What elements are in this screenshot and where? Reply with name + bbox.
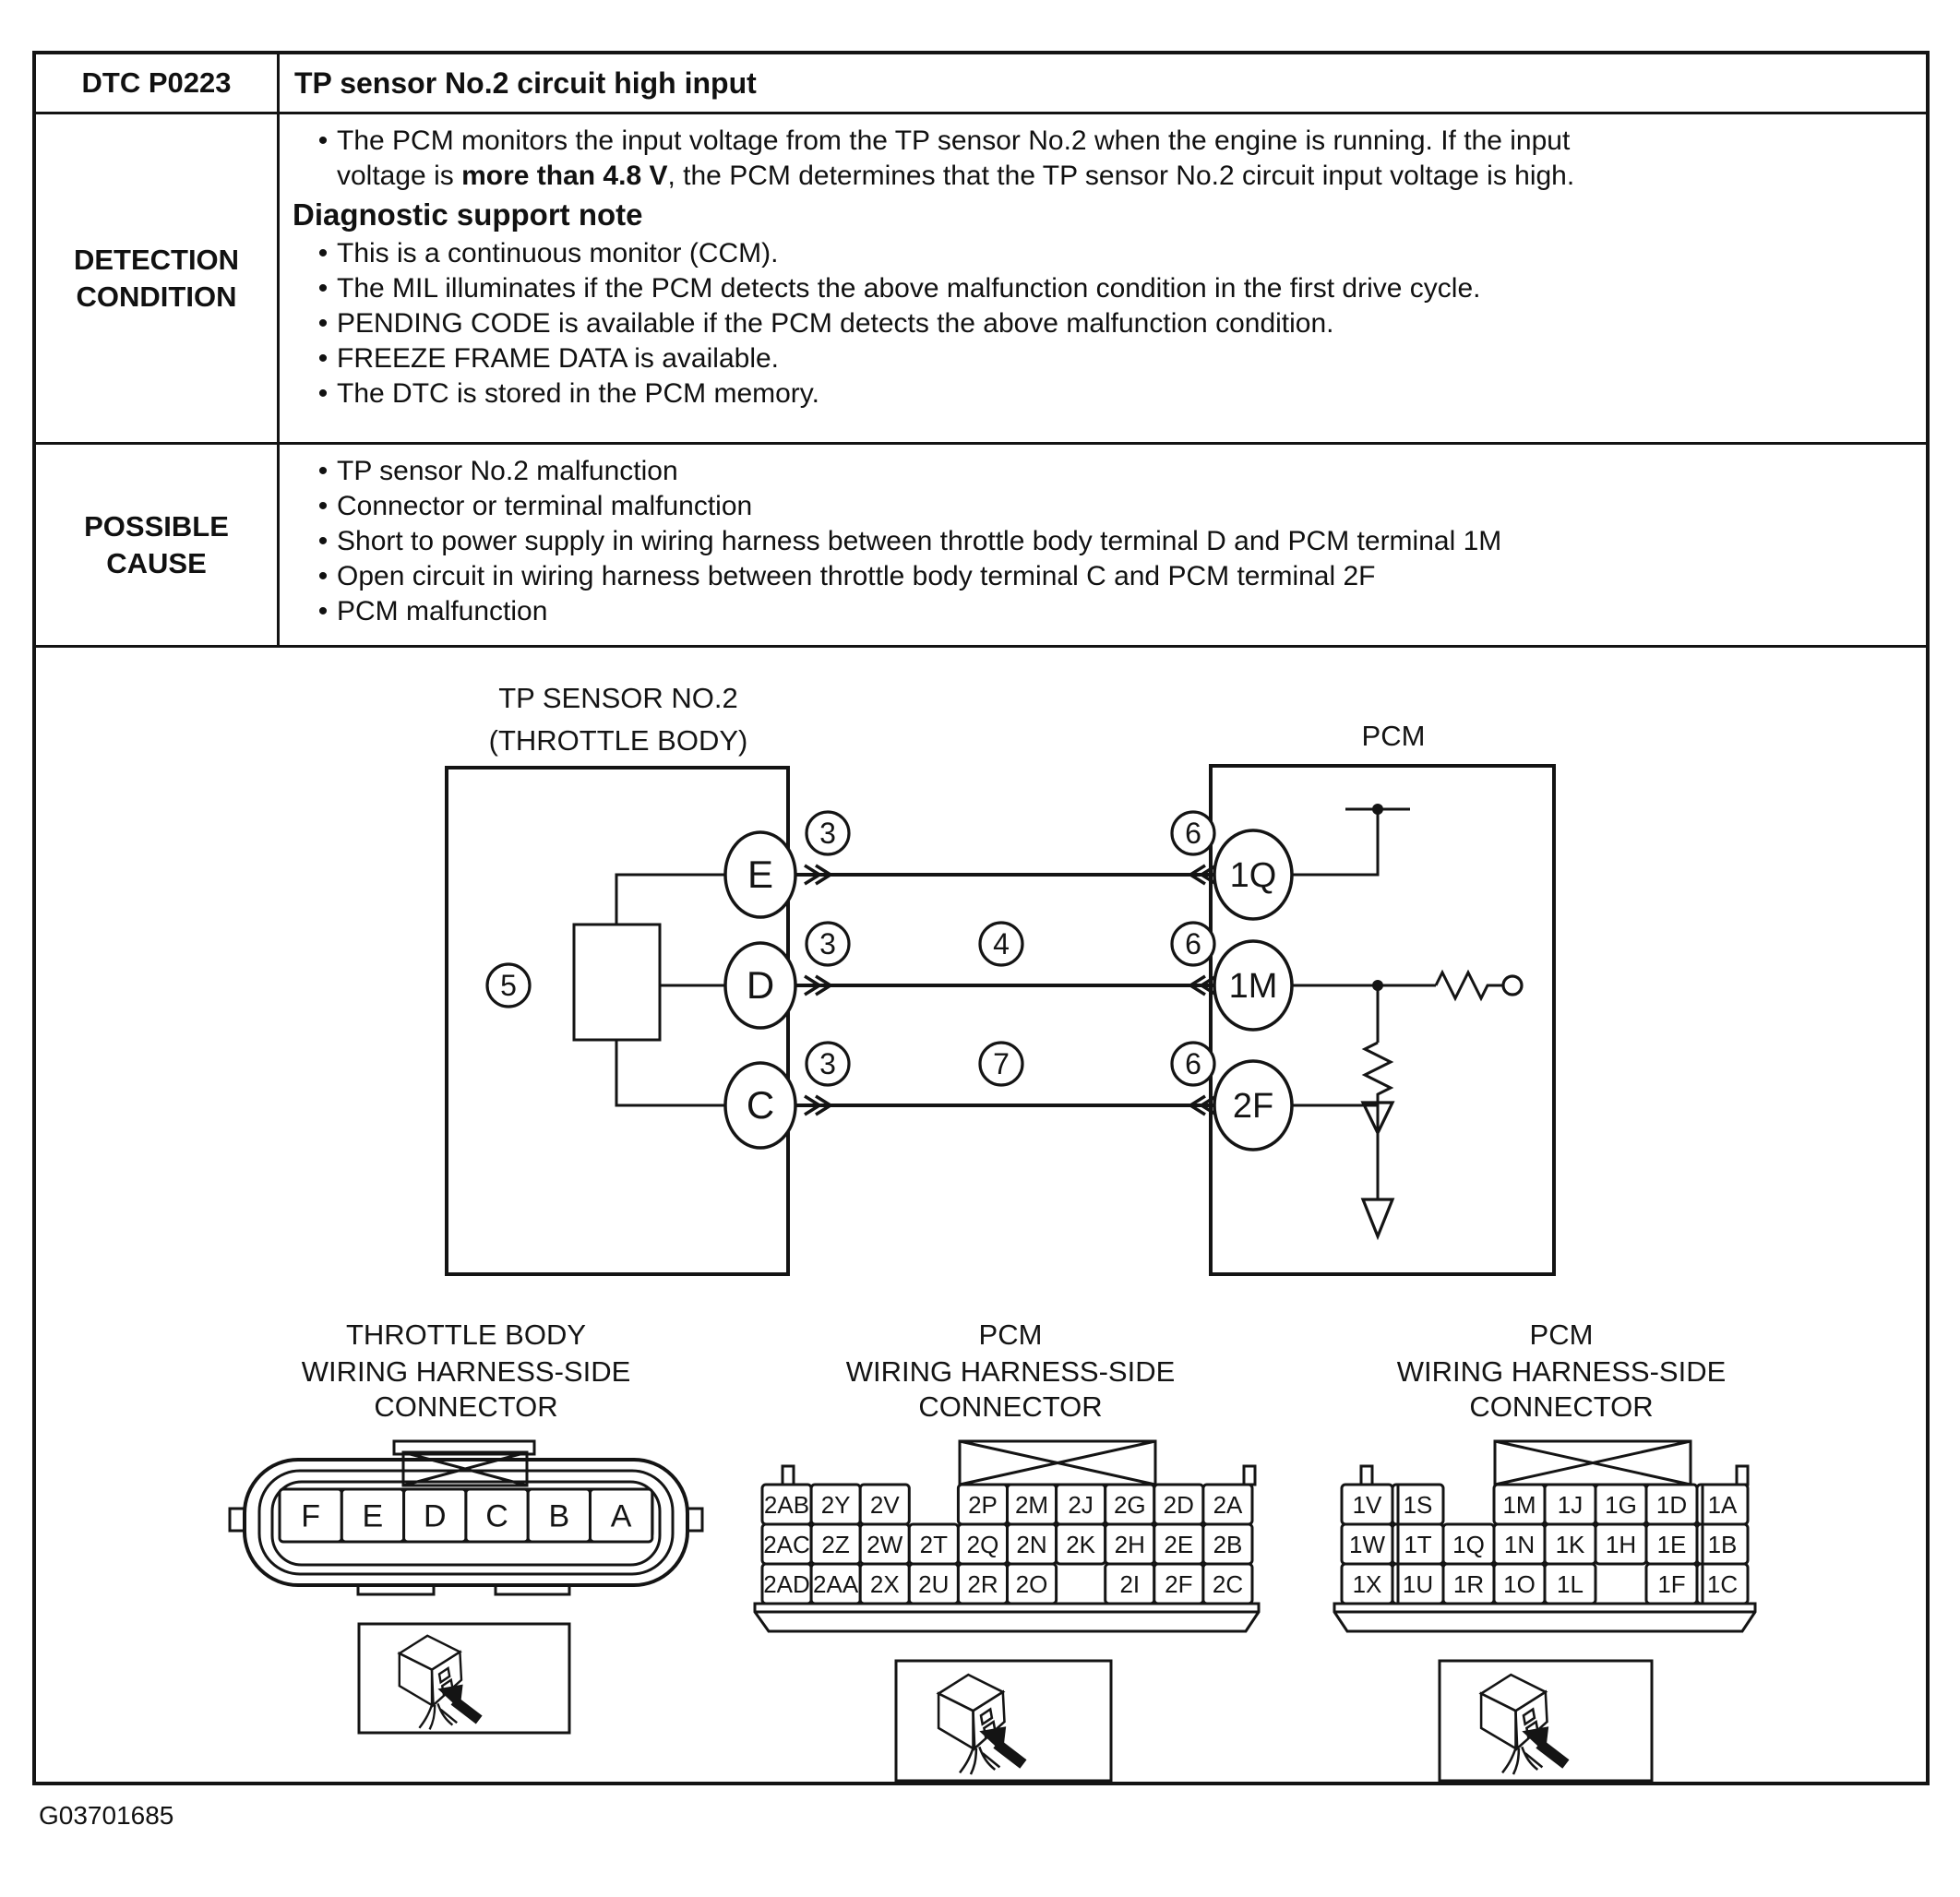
- pcm1-connector-drawing: [1334, 1441, 1755, 1631]
- cause-bullet: • TP sensor No.2 malfunction: [293, 454, 1904, 489]
- label-line: DETECTION: [73, 243, 240, 276]
- marker-3-d: [807, 923, 849, 965]
- marker-6-e: [1172, 812, 1214, 854]
- connector-cell-label: 1T: [1404, 1530, 1432, 1558]
- connector-cell-label: 1A: [1707, 1490, 1738, 1519]
- svg-text:5: 5: [500, 969, 517, 1002]
- connector-cell-label: A: [610, 1498, 632, 1534]
- svg-text:1Q: 1Q: [1229, 856, 1277, 895]
- connector-plug-icon: [1481, 1675, 1566, 1774]
- svg-text:WIRING HARNESS-SIDE: WIRING HARNESS-SIDE: [845, 1355, 1176, 1388]
- connector-cell-label: 1C: [1706, 1569, 1739, 1598]
- connector-cell-label: 2V: [869, 1490, 900, 1519]
- dtc-code: DTC P0223: [36, 54, 280, 112]
- wiring-diagram: [36, 648, 1926, 1784]
- pcm-label: PCM: [1361, 720, 1426, 752]
- tp-sensor-label: TP SENSOR NO.2: [498, 682, 738, 714]
- detection-bullet: • FREEZE FRAME DATA is available.: [293, 341, 1904, 376]
- terminal-d: [725, 943, 795, 1028]
- svg-text:3: 3: [819, 817, 836, 850]
- label-line: POSSIBLE: [84, 509, 229, 543]
- connector-cell-label: 2X: [869, 1569, 900, 1598]
- connector-cell-label: 1M: [1502, 1490, 1536, 1519]
- connector-cell-label: 2D: [1163, 1490, 1194, 1519]
- connector-cell-label: 1X: [1352, 1569, 1382, 1598]
- connector-cell-label: 2U: [918, 1569, 950, 1598]
- cause-bullet: • PCM malfunction: [293, 594, 1904, 629]
- connector-cell-label: 1V: [1352, 1490, 1382, 1519]
- svg-text:E: E: [747, 853, 774, 896]
- pcm-power-net: [1292, 804, 1410, 875]
- connector-cell-label: 2Q: [966, 1530, 999, 1558]
- connector-cell-label: 2Y: [820, 1490, 851, 1519]
- ground-arrow-2: [1363, 1199, 1392, 1236]
- connector-cell-label: F: [301, 1498, 320, 1534]
- connector-cell-label: 2J: [1068, 1490, 1094, 1519]
- connector-cell-label: 2N: [1016, 1530, 1047, 1558]
- svg-text:D: D: [746, 963, 775, 1007]
- pcm2-connector-title: [846, 1318, 1176, 1423]
- terminal-e: [725, 832, 795, 917]
- detection-condition-row: [36, 112, 1926, 442]
- pcm1-terminal-grid: [1342, 1485, 1748, 1604]
- label-line: CONDITION: [76, 280, 237, 313]
- connector-cell-label: 1W: [1349, 1530, 1385, 1558]
- sensor-element: [574, 925, 660, 1040]
- detection-condition-body: [280, 114, 1926, 442]
- connector-cell-label: 1B: [1707, 1530, 1738, 1558]
- connector-cell-label: 1G: [1605, 1490, 1637, 1519]
- possible-cause-row: [36, 442, 1926, 645]
- svg-text:CONNECTOR: CONNECTOR: [1469, 1390, 1654, 1423]
- connector-cell-label: 2AB: [763, 1490, 810, 1519]
- connector-cell-label: D: [424, 1498, 447, 1534]
- wiring-diagram-row: [36, 645, 1926, 1782]
- pcm2-connector-drawing: [755, 1441, 1259, 1631]
- detection-bullet: [293, 124, 1904, 194]
- terminal-2f: [1214, 1061, 1292, 1150]
- figure-code: G03701685: [39, 1801, 174, 1830]
- cause-bullet: • Connector or terminal malfunction: [293, 489, 1904, 524]
- detection-bullet: • The MIL illuminates if the PCM detects the above malfunction condition in the first drive cycle.: [293, 271, 1904, 306]
- connector-cell-label: 1F: [1657, 1569, 1686, 1598]
- bold-threshold: more than 4.8 V: [461, 161, 668, 191]
- pcm-internal-terminal: [1503, 976, 1522, 995]
- pcm-pullup-net: [1292, 972, 1522, 1133]
- terminal-1q: [1214, 830, 1292, 919]
- svg-text:WIRING HARNESS-SIDE: WIRING HARNESS-SIDE: [301, 1355, 631, 1388]
- throttle-connector-title: [302, 1318, 631, 1423]
- possible-cause-label: [36, 445, 280, 645]
- marker-3-e: [807, 812, 849, 854]
- connector-cell-label: 2I: [1119, 1569, 1141, 1598]
- connector-cell-label: 1H: [1605, 1530, 1637, 1558]
- connector-cell-label: 2K: [1066, 1530, 1096, 1558]
- connector-cell-label: E: [362, 1498, 384, 1534]
- connector-cell-label: 2T: [919, 1530, 948, 1558]
- connector-cell-label: 1J: [1557, 1490, 1584, 1519]
- connector-cell-label: 1E: [1656, 1530, 1687, 1558]
- connector-cell-label: 2H: [1114, 1530, 1145, 1558]
- connector-cell-label: 2AD: [763, 1569, 810, 1598]
- connector-cell-label: C: [485, 1498, 508, 1534]
- side-notch-left: [230, 1509, 245, 1531]
- svg-text:CONNECTOR: CONNECTOR: [918, 1390, 1103, 1423]
- svg-text:WIRING HARNESS-SIDE: WIRING HARNESS-SIDE: [1396, 1355, 1727, 1388]
- resistor-horizontal: [1436, 972, 1502, 998]
- connector-cell-label: 2G: [1113, 1490, 1146, 1519]
- marker-6-c: [1172, 1043, 1214, 1085]
- connector-cell-label: 1R: [1452, 1569, 1485, 1598]
- connector-cell-label: 2O: [1015, 1569, 1048, 1598]
- marker-3-c: [807, 1043, 849, 1085]
- connector-plug-icon: [400, 1636, 479, 1730]
- svg-text:6: 6: [1185, 1047, 1201, 1080]
- svg-text:1M: 1M: [1228, 967, 1278, 1006]
- svg-text:4: 4: [993, 927, 1010, 960]
- connector-cell-label: 2W: [866, 1530, 903, 1558]
- dtc-header-row: [36, 54, 1926, 112]
- svg-text:PCM: PCM: [978, 1318, 1043, 1351]
- svg-text:7: 7: [993, 1047, 1010, 1080]
- marker-7-c: [980, 1043, 1022, 1085]
- connector-cell-label: 2C: [1212, 1569, 1244, 1598]
- connector-cell-label: 2E: [1164, 1530, 1194, 1558]
- connector-cell-label: 1O: [1503, 1569, 1536, 1598]
- detection-bullet: • PENDING CODE is available if the PCM detects the above malfunction condition.: [293, 306, 1904, 341]
- dtc-table: [32, 51, 1930, 1785]
- marker-6-d: [1172, 923, 1214, 965]
- diagnostic-note-title: Diagnostic support note: [293, 197, 643, 232]
- detection-bullet: • The DTC is stored in the PCM memory.: [293, 376, 1904, 412]
- connector-cell-label: 1D: [1655, 1490, 1688, 1519]
- label-line: CAUSE: [106, 546, 207, 579]
- possible-cause-body: [280, 445, 1926, 645]
- connector-cell-label: 2P: [968, 1490, 998, 1519]
- side-notch-right: [687, 1509, 702, 1531]
- marker-5-sensor: [487, 964, 530, 1007]
- pcm2-terminal-grid: [762, 1485, 1252, 1604]
- resistor-vertical: [1365, 1043, 1391, 1103]
- connector-cell-label: 2AA: [813, 1569, 859, 1598]
- connector-cell-label: 1U: [1402, 1569, 1434, 1598]
- svg-text:C: C: [746, 1083, 775, 1127]
- tp-sensor-label-2: (THROTTLE BODY): [488, 724, 748, 757]
- connector-cell-label: 2AC: [763, 1530, 810, 1558]
- connector-cell-label: 1L: [1557, 1569, 1584, 1598]
- connector-plug-icon: [938, 1675, 1023, 1774]
- cause-bullet: • Open circuit in wiring harness between throttle body terminal C and PCM terminal 2F: [293, 559, 1904, 594]
- svg-text:3: 3: [819, 1047, 836, 1080]
- svg-text:PCM: PCM: [1529, 1318, 1594, 1351]
- connector-cell-label: 2Z: [821, 1530, 850, 1558]
- svg-text:3: 3: [819, 927, 836, 960]
- pcm-ground-net: [1292, 1105, 1392, 1236]
- detection-bullet: • This is a continuous monitor (CCM).: [293, 236, 1904, 271]
- connector-cell-label: 2B: [1213, 1530, 1243, 1558]
- connector-cell-label: B: [548, 1498, 570, 1534]
- svg-text:6: 6: [1185, 927, 1201, 960]
- terminal-c: [725, 1063, 795, 1148]
- svg-text:THROTTLE BODY: THROTTLE BODY: [345, 1318, 587, 1351]
- svg-text:2F: 2F: [1232, 1087, 1274, 1126]
- connector-cell-label: 2M: [1014, 1490, 1049, 1519]
- pcm1-connector-title: [1397, 1318, 1727, 1423]
- svg-text:6: 6: [1185, 817, 1201, 850]
- throttle-terminal-row: [280, 1489, 652, 1542]
- svg-text:CONNECTOR: CONNECTOR: [374, 1390, 558, 1423]
- terminal-1m: [1214, 941, 1292, 1030]
- connector-cell-label: 2A: [1213, 1490, 1243, 1519]
- connector-cell-label: 2R: [967, 1569, 998, 1598]
- connector-cell-label: 2F: [1165, 1569, 1193, 1598]
- connector-cell-label: 1S: [1403, 1490, 1433, 1519]
- detection-condition-label: [36, 114, 280, 442]
- dtc-title: TP sensor No.2 circuit high input: [294, 66, 757, 100]
- detection-bullet-text: • The PCM monitors the input voltage from the TP sensor No.2 when the engine is running. If the input voltage is more than 4.8 V, the PCM determines that the TP sensor No.2 circuit input voltage is high.: [337, 125, 1575, 191]
- throttle-connector-drawing: [230, 1441, 702, 1594]
- connector-cell-label: 1N: [1503, 1530, 1536, 1558]
- marker-4-d: [980, 923, 1022, 965]
- cause-bullet: • Short to power supply in wiring harness between throttle body terminal D and PCM terminal 1M: [293, 524, 1904, 559]
- connector-cell-label: 1Q: [1452, 1530, 1485, 1558]
- connector-cell-label: 1K: [1555, 1530, 1585, 1558]
